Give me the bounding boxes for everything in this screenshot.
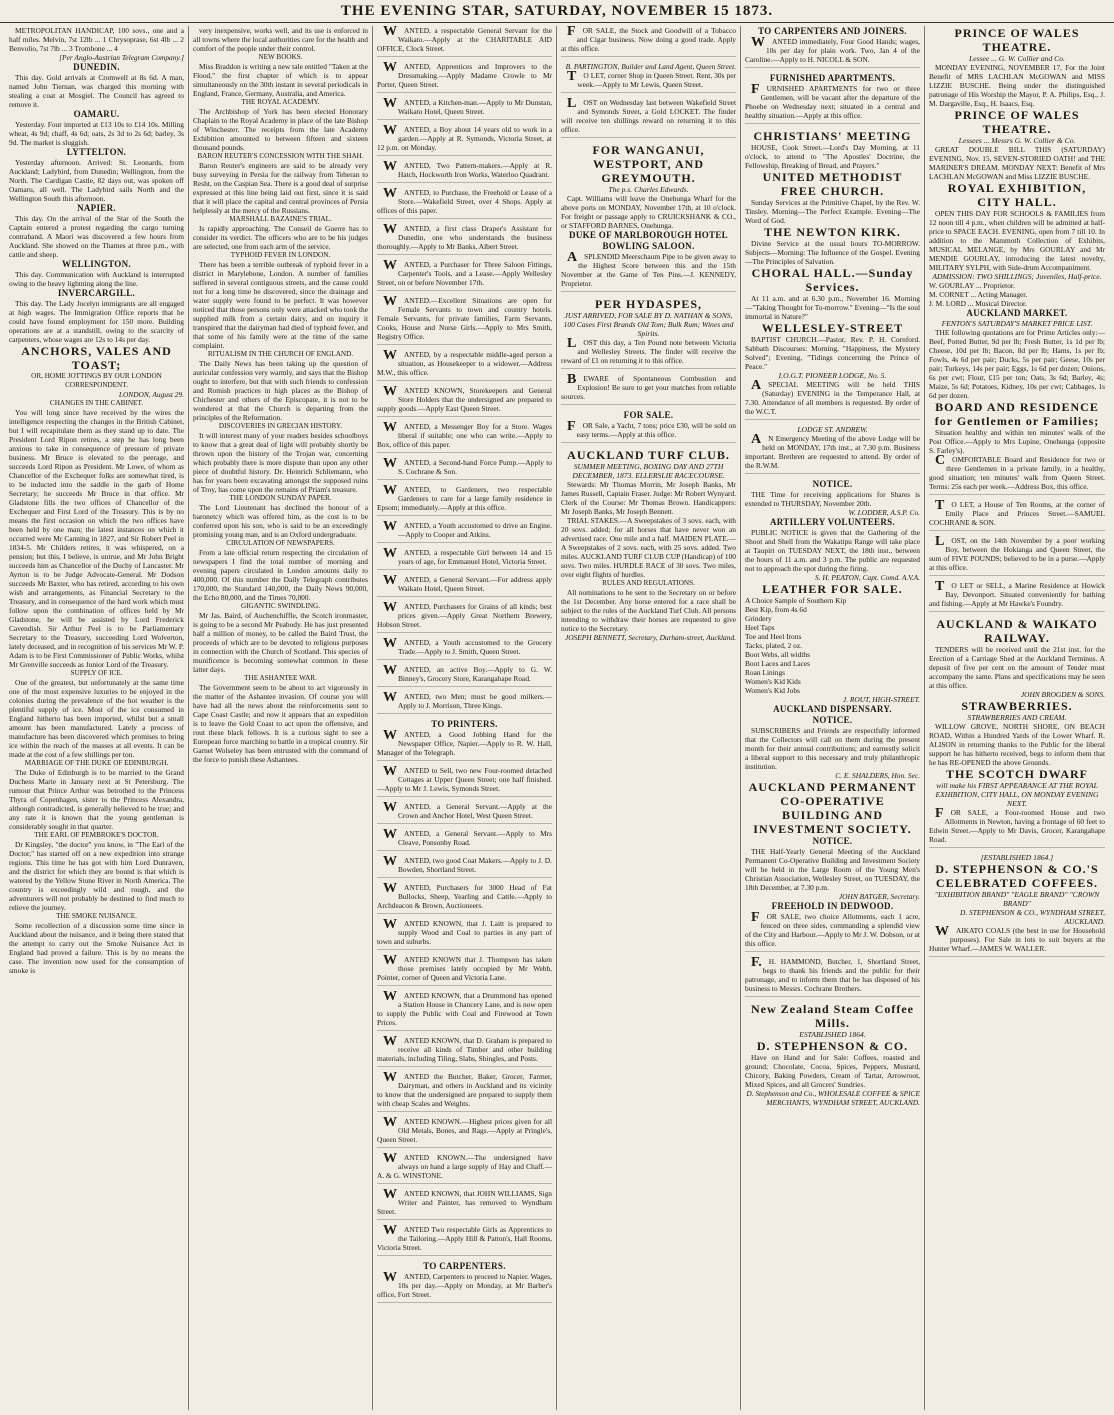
- list-item: J. M. LORD ... Musical Director.: [929, 299, 1027, 308]
- centered-line: The p.s. Charles Edwards.: [608, 185, 689, 194]
- paragraph: Yesterday afternoon. Arrived: St. Leonards, from Auckland; Ladybird, from Dunedin; Wellington, from the North. The Cardigan Castle, 82 days out, was spoken off Oamaru, all well. The Ladybird sails North and the Wellington South this afternoon.: [9, 158, 184, 203]
- advertisement: LOST on Wednesday last between Wakefield Street and Symonds Street, a Gold LOCKET. The finder will receive ten shillings reward on returning it to this office.: [561, 98, 736, 138]
- advertisement: WANTED KNOWN, that D. Graham is prepared to receive all kinds of Timber and other building materials, including Tiling, Slabs, Shingles, and Posts.: [377, 1036, 552, 1067]
- paragraph: TRIAL STAKES.—A Sweepstakes of 3 sovs. each, with 20 sovs. added; for all horses that have never won an advertised race. One mile and a half. MAIDEN PLATE.—A Sweepstakes of 2 sovs. each, with 25 sovs. added. Two miles. AUCKLAND TURF CLUB CUP (Handicap) of 100 sovs. Two miles. HURDLE RACE of 30 sovs. Two miles, over eight flights of hurdles.: [561, 516, 736, 579]
- advertisement: TO LET, a House of Ten Rooms, at the corner of Emily Place and Princes Street.—SAMUEL COCHRANE & SON.: [929, 500, 1105, 531]
- display-heading: D. STEPHENSON & CO.: [756, 1039, 909, 1053]
- advertisement: WANTED, a Messenger Boy for a Store. Wages liberal if suitable; one who can write.—Apply to Box, office of this paper.: [377, 422, 552, 453]
- advertisement: WANTED, Purchasers for 3000 Head of Fat Bullocks, Sheep, Yearling and Cattle.—Apply to Archdeacon & Brown, Auctioneers.: [377, 883, 552, 914]
- display-heading: AUCKLAND PERMANENT CO-OPERATIVE BUILDING AND INVESTMENT SOCIETY.: [748, 780, 917, 836]
- paragraph: Mr Jas. Baird, of Auchenchiffle, the Scotch ironmaster, is going to be a second Mr Peabody. He has just presented half a million of money, to be called the Baird Trust, the proceeds of which are to be devoted to religious purposes in connection with the Church of Scotland. This species of munificence is becoming somewhat common in these latter days.: [193, 611, 368, 674]
- paragraph: One of the greatest, but unfortunately at the same time one of the most expensive luxuries to be enjoyed in the colonies during the prevalence of the hot weather is the plentiful supply of ice. Most of the ice consumed in England hitherto has been imported, whilst but a small amount has been manufactured. Lately a process of manufacture has been discovered which promises to bring ice within the reach of the masses at all events. It can be made at the cost of a few shillings per ton.: [9, 678, 184, 759]
- paragraph: THE following quotations are for Prime Articles only:—Beef, Potted Butter, 9d per lb; Fresh Butter, 1s 1d per lb; Cheese, 10d per lb; Bacon, 8d per lb; Hams, 1s per lb; Fowls, 4s 6d per pair; Ducks, 5s per pair; Geese, 10s per pair; Turkeys, 14s per pair; Eggs, 1s 6d per dozen; Onions, 6s per cwt; Flour, £15 per ton; Oats, 3s 6d; Barley, 4s; Maize, 5s 6d; Potatoes, Kidney, 10s per cwt; Cabbages, 1s 6d per dozen.: [929, 328, 1105, 400]
- paragraph: You will long since have received by the wires the intelligence respecting the changes in the British Cabinet, but I will recapitulate them as they stand up to date. The President Lord Ripon retires, a step he has long been anxious to take in consequence of pressure of private business. Mr Bruce is elevated to the peerage, and succeeds Lord Ripon as President. Mr Lowe, of whom as Chancellor of the Exchequer folks are somewhat tired, is to be inducted into the saddle in the garb of Home Secretary; he succeeds Mr Bruce in that office. Mr Gladstone fills the two offices of Chancellor of the Exchequer and First Lord of the Treasury. This is by no means the first occasion on which the two offices have been held by one man; the latest instances on which it occurred were Mr Canning in 1827, and Sir Robert Peel in 1834-5. Mr Childers retires, it was whispered, on a pension; but this, I believe, is untrue, and Mr John Bright succeeds him as Chancellor of the Duchy of Lancaster. Mr Ayrton is to be Judge Advocate-General. Mr Dodson succeeds Mr Baxter, who has retired, according to his own wish and arrangements, as Financial Secretary to the Treasury, and in consequence of the hard work which must follow upon the combination of offices held by Mr Gladstone, he will be assisted by Lord Frederick Cavendish. Sir Arthur Peel is to be Parliamentary Secretary to the Treasury, succeeding Lord Wolverton, lately deceased, and in recognition of his services Mr W. P. Adam is to be First Commissioner of Public Works, whilst Mr Grenville succeeds as Junior Lord of the Treasury.: [9, 408, 184, 669]
- paragraph: OPEN THIS DAY FOR SCHOOLS & FAMILIES from 12 noon till 4 p.m., when children will be admitted at half-price to SPACE EACH. EVENING, open from 7 till 10. In addition to the Mammoth Collection of Exhibits, MUSICAL MELANGE, by Mrs GOURLAY and Mr MENDIE GOURLAY, introducing the latest novelty, MILITARY SYLPH, with Side-drum Accompaniment.: [929, 209, 1105, 272]
- paragraph: It will interest many of your readers besides schoolboys to know that a great deal of light will probably shortly be thrown upon the history of the Trojan war, concerning which probably there is more dispute than upon any other piece of doubtful history. Dr. Heinrich Schliemann, who has for years been excavating amongst the supposed ruins of Troy, has come upon the remains of Priam's treasure.: [193, 431, 368, 494]
- list-item: Tacks, plated, 2 oz.: [745, 641, 802, 650]
- display-heading: FOR WANGANUI, WESTPORT, AND GREYMOUTH.: [592, 143, 705, 185]
- display-heading: LEATHER FOR SALE.: [762, 582, 903, 596]
- advertisement: WANTED, a Kitchen-man.—Apply to Mr Dunstan, Waikato Hotel, Queen Street.: [377, 98, 552, 120]
- advertisement: WANTED immediately, Four Good Hands; wages, 10s per day for plain work. Two, Jan 4 of the Caroline.—Apply to H. NICOLL & SON.: [745, 37, 920, 68]
- section-heading: LYTTELTON.: [66, 147, 127, 157]
- subheading: THE LONDON SUNDAY PAPER.: [229, 494, 332, 502]
- column-4: [557, 26, 741, 1410]
- subheading: NEW BOOKS.: [258, 53, 303, 61]
- advertisement: TO LET, corner Shop in Queen Street. Rent, 30s per week.—Apply to Mr Lewis, Queen Street.: [561, 71, 736, 93]
- advertisement: WANTED, a respectable Girl between 14 and 15 years of age, for Emmanuel Hotel, Victoria Street.: [377, 548, 552, 570]
- section-heading: DUKE OF MARLBOROUGH HOTEL BOWLING SALOON.: [569, 230, 728, 251]
- list-item: Toe and Heel Irons: [745, 632, 802, 641]
- signature: JOHN BATGER, Secretary.: [838, 892, 920, 901]
- advertisement: WANTED KNOWN, that JOHN WILLIAMS, Sign Writer and Painter, has removed to Wyndham Street.: [377, 1189, 552, 1220]
- paragraph: Have on Hand and for Sale: Coffees, roasted and ground; Chocolate, Cocoa, Spices, Peppers, Mustard, Chicory, Baking Powders, Cream of Tartar, Arrowroot, Mixed Spices, and all Grocers' Sundries.: [745, 1053, 920, 1089]
- paragraph: PUBLIC NOTICE is given that the Gathering of the Shoot and Shell from the Wakatipu Range will take place at Taupiri on TUESDAY NEXT, the 18th inst., between the hours of 11 a.m. and 3 p.m. The public are requested not to approach the spot during the firing.: [745, 528, 920, 573]
- advertisement: WANTED, two Men; must be good milkers.—Apply to J. Morrison, Three Kings.: [377, 692, 552, 714]
- paragraph: From a late official return respecting the circulation of newspapers I find the total number of morning and evening papers circulated in London amounts daily to 400,000. Of this number the Daily Telegraph contributes 170,000, the Standard 140,000, the Daily News 90,000, the Echo 80,000, and the Times 70,000.: [193, 548, 368, 602]
- subheading: OR, HOME JOTTINGS BY OUR LONDON CORRESPONDENT.: [31, 372, 162, 389]
- list-item: Boot Laces and Laces: [745, 659, 811, 668]
- section-heading: DUNEDIN.: [73, 62, 120, 72]
- list-item: A Choice Sample of Southern Kip: [745, 596, 847, 605]
- subheading: MARSHALL BAZAINE'S TRIAL.: [229, 215, 332, 223]
- advertisement: WANTED, Apprentices and Improvers to the Dressmaking.—Apply Madame Crowle to Mr Porter, Queen Street.: [377, 62, 552, 93]
- list-item: Boot Webs, all widths: [745, 650, 810, 659]
- list-item: Heel Taps: [745, 623, 775, 632]
- advertisement: WANTED KNOWN, that J. Laitt is prepared to supply Wood and Coal to parties in any part of town and suburbs.: [377, 919, 552, 950]
- centered-line: ADMISSION: TWO SHILLINGS; Juveniles, Half-price.: [932, 272, 1102, 281]
- subheading: GIGANTIC SWINDLING.: [240, 602, 321, 610]
- advertisement: WANTED Two respectable Girls as Apprentices to the Tailoring.—Apply Hill & Patton's, Hall Rooms, Victoria Street.: [377, 1225, 552, 1256]
- display-heading: PRINCE OF WALES THEATRE.: [954, 108, 1080, 136]
- subheading: THE ASHANTEE WAR.: [244, 674, 317, 682]
- advertisement: WANTED KNOWN.—Highest prices given for all Old Metals, Bones, and Rags.—Apply at Pringle's, Queen Street.: [377, 1117, 552, 1148]
- display-heading: D. STEPHENSON & CO.'S CELEBRATED COFFEES.: [935, 862, 1099, 890]
- advertisement: WANTED, a respectable General Servant for the Waikato.—Apply at the CHARITABLE AID OFFICE, Clock Street.: [377, 26, 552, 57]
- page-title: THE EVENING STAR, SATURDAY, NOVEMBER 15 1873.: [340, 3, 774, 19]
- signature: JOHN BROGDEN & SONS.: [1020, 690, 1105, 699]
- advertisement: WANTED, to Purchase, the Freehold or Lease of a Store.—Wakefield Street, over 4 Shops. Apply at offices of this paper.: [377, 188, 552, 219]
- display-heading: PRINCE OF WALES THEATRE.: [954, 26, 1080, 54]
- paragraph: WILLOW GROVE, NORTH SHORE, ON BEACH ROAD, Within a Hundred Yards of the Lower Wharf. R. ALISON in returning thanks to the Public for the liberal support he has hitherto received, begs to inform them that he has RE-OPENED the above Grounds.: [929, 722, 1105, 767]
- section-heading: AUCKLAND MARKET.: [966, 308, 1068, 318]
- paragraph: The Archbishop of York has been elected Honorary Chaplain to the Royal Academy in place of the late Bishop of Winchester. The receipts from the late Academy Exhibition amounted to between fifteen and sixteen thousand pounds.: [193, 107, 368, 152]
- centered-line: Lessee ... G. W. Collier and Co.: [969, 54, 1065, 63]
- signature: S. H. PEATON, Capt. Comd. A.V.A.: [814, 573, 920, 582]
- centered-line: STRAWBERRIES AND CREAM.: [967, 713, 1067, 722]
- advertisement: WANTED, an active Boy.—Apply to G. W. Binney's, Grocery Store, Karangahape Road.: [377, 665, 552, 687]
- section-heading: NOTICE.: [812, 715, 853, 725]
- display-heading: CHRISTIANS' MEETING: [753, 129, 912, 143]
- advertisement: WANTED, to Gardeners, two respectable Gardeners to care for a large family residence in Epsom; immediately.—Apply at this office.: [377, 485, 552, 516]
- section-heading: INVERCARGILL.: [57, 288, 136, 298]
- paragraph: This day. The Lady Jocelyn immigrants are all engaged at high wages. The Immigration Office reports that he could have found employment for 150 more. Building operations are at a standstill, owing to the scarcity of carpenters, whose wages are 12s to 14s per day.: [9, 299, 184, 344]
- paragraph: BAPTIST CHURCH.—Pastor, Rev. P. H. Cornford. Sabbath Discourses: Morning, "Happiness, the Mystery Solved"; Evening, "Tidings concerning the Prince of Peace.": [745, 335, 920, 371]
- masthead: [0, 0, 1114, 23]
- centered-line: [ESTABLISHED 1864.]: [980, 853, 1054, 862]
- advertisement: WANTED, Purchasers for Grains of all kinds; best prices given.—Apply Great Northern Brewery, Hobson Street.: [377, 602, 552, 633]
- signature: LONDON, August 29.: [118, 390, 184, 399]
- price-list: [745, 596, 920, 695]
- advertisement: LOST, on the 14th November by a poor working Boy, between the Hokianga and Queen Street, the sum of FIVE POUNDS; believed to be in a purse.—Apply at this office.: [929, 536, 1105, 576]
- advertisement: WANTED, a General Servant.—Apply at the Crown and Anchor Hotel, West Queen Street.: [377, 802, 552, 824]
- section-heading: NOTICE.: [812, 479, 853, 489]
- subheading: CIRCULATION OF NEWSPAPERS.: [226, 539, 335, 547]
- paragraph: Some recollection of a discussion some time since in Auckland about the nuisance, and it being there stated that the attempt to carry out the Smoke Nuisance Act in England had proved a failure. This is by no means the case. The invention now used for the consumption of smoke is: [9, 921, 184, 975]
- section-heading: WELLINGTON.: [62, 259, 131, 269]
- centered-line: ESTABLISHED 1864.: [799, 1030, 866, 1039]
- advertisement: WANTED, a Second-hand Force Pump.—Apply to S. Cochrane & Son.: [377, 458, 552, 480]
- advertisement: LOST this day, a Ten Pound note between Victoria and Wellesley Streets. The finder will receive the reward of £1 on returning it to this office.: [561, 338, 736, 369]
- column-1: [5, 26, 189, 1410]
- signature: JOSEPH BENNETT, Secretary, Durham-street, Auckland.: [564, 633, 736, 642]
- advertisement: WANTED, by a respectable middle-aged person a situation, as Housekeeper to a widower.—Address M.W., this office.: [377, 350, 552, 381]
- signature: W. LODDER, A.S.P. Co.: [848, 508, 920, 517]
- subheading: THE SMOKE NUISANCE.: [56, 912, 137, 920]
- advertisement: WANTED KNOWN that J. Thompson has taken those premises lately occupied by Mr Webb, Pointer, corner of Queen and Victoria Lane.: [377, 955, 552, 986]
- section-heading: TO CARPENTERS AND JOINERS.: [758, 26, 907, 36]
- paragraph: At 11 a.m. and at 6.30 p.m., November 16. Morning—"Taking Thought for To-morrow." Evening—"Is the soul immortal in Nature?": [745, 294, 920, 321]
- advertisement: TO LET or SELL, a Marine Residence at Howick Bay, Devonport. Situated conveniently for bathing and fishing.—Apply at Mr Hawke's Foundry.: [929, 581, 1105, 612]
- advertisement: FOR Sale, a Yacht, 7 tons; price £30, will be sold on easy terms.—Apply at this office.: [561, 421, 736, 443]
- section-heading: TO CARPENTERS.: [423, 1261, 506, 1271]
- display-heading: PER HYDASPES,: [594, 297, 702, 311]
- subheading: SUPPLY OF ICE.: [70, 669, 123, 677]
- advertisement: BEWARE of Spontaneous Combustion and Explosion! Be sure to get your matches from reliable sources.: [561, 374, 736, 405]
- section-heading: FREEHOLD IN DEDWOOD.: [771, 901, 894, 911]
- list-item: Grindery: [745, 614, 772, 623]
- centered-line: I.O.G.T. PIONEER LODGE, No. 5.: [778, 371, 887, 380]
- advertisement: AN Emergency Meeting of the above Lodge will be held on MONDAY, 17th inst., at 7.30 p.m. Business important. Brethren are requested to attend. By order of the R.W.M.: [745, 434, 920, 474]
- display-heading: AUCKLAND & WAIKATO RAILWAY.: [936, 617, 1098, 645]
- section-heading: OAMARU.: [73, 109, 120, 119]
- centered-line: JUST ARRIVED, FOR SALE BY D. NATHAN & SONS, 100 Cases First Brands Old Tom; Bulk Rum; Wines and Spirits.: [563, 311, 734, 338]
- paragraph: This day. Gold arrivals at Cromwell at 8s 6d. A man, named John Tiernan, was charged this morning with stealing a coat at Mosgiel. The Council has agreed to remove it.: [9, 73, 184, 109]
- advertisement: WANTED the Butcher, Baker, Grocer, Farmer, Dairyman, and others in Auckland and its vicinity to know that the undersigned are prepared to supply them with cheap Scales and Weights.: [377, 1072, 552, 1112]
- advertisement: WANTED, a first class Draper's Assistant for Dunedin, one who understands the business thoroughly.—Apply to Mr Banks, Albert Street.: [377, 224, 552, 255]
- paragraph: TENDERS will be received until the 21st inst. for the Erection of a Carriage Shed at the Auckland Terminus. A deposit of five per cent on the amount of Tender must accompany the same. Plans and specifications may be seen at this office.: [929, 645, 1105, 690]
- signature: D. STEPHENSON & CO., WYNDHAM STREET, AUCKLAND.: [959, 908, 1105, 926]
- subheading: MARRIAGE OF THE DUKE OF EDINBURGH.: [24, 759, 169, 767]
- paragraph: Dr Kingsley, "the doctor" you know, in "The Earl of the Doctor," has started off on a new expedition into strange regions. This time he has got with him Lord Dunraven, and the district for which they are bound is that which is watered by the Yellow Stone River in North America. The country is exceedingly wild and rough, and the adventurers will not probably be destined to find much to relieve the journey.: [9, 840, 184, 912]
- centered-line: will make his FIRST APPEARANCE AT THE ROYAL EXHIBITION, CITY HALL, ON MONDAY EVENING NEXT.: [935, 781, 1099, 808]
- display-heading: ROYAL EXHIBITION, CITY HALL.: [947, 181, 1087, 209]
- centered-line: Lessees ... Messrs G. W. Collier & Co.: [958, 136, 1076, 145]
- paragraph: This day. Communication with Auckland is interrupted owing to the heavy lightning along the line.: [9, 270, 184, 288]
- paragraph: THE Time for receiving applications for Shares is extended to THURSDAY, November 20th.: [745, 490, 920, 508]
- display-heading: THE SCOTCH DWARF: [945, 767, 1089, 781]
- advertisement: FOR SALE, the Stock and Goodwill of a Tobacco and Cigar business. Now doing a good trade. Apply at this office.: [561, 26, 736, 57]
- advertisement: WANTED.—Excellent Situations are open for Female Servants to town and country hotels. Female Servants, for private families, Farm Servants, Cooks, House and Nurse Girls.—Apply to Mrs Smith, Registry Office.: [377, 296, 552, 345]
- column-6: [925, 26, 1109, 1410]
- advertisement: FURNISHED APARTMENTS for two or three Gentlemen, will be vacant after the departure of the Phoebe on Wednesday next; situated in a central and healthy situation.—Apply at this office.: [745, 84, 920, 124]
- paragraph: Yesterday. Four imported at £13 10s to £14 10s. Milling wheat, 4s 9d; chaff, 4s 6d; oats, 2s 3d to 2s 6d; barley, 3s 9d. The market is sluggish.: [9, 120, 184, 147]
- advertisement: WANTED, two good Coat Makers.—Apply to J. D. Bowden, Shortland Street.: [377, 856, 552, 878]
- advertisement: WANTED, a Boy about 14 years old to work in a garden.—Apply at R. Symonds, Victoria Street, at 12 p.m. on Monday.: [377, 125, 552, 156]
- display-heading: New Zealand Steam Coffee Mills.: [751, 1002, 914, 1030]
- advertisement: F.H. HAMMOND, Butcher, 1, Shortland Street, begs to thank his friends and the public for their patronage, and to inform them that he has disposed of his business to Messrs. Cochrane Brothers.: [745, 957, 920, 997]
- display-heading: AUCKLAND TURF CLUB.: [567, 448, 730, 462]
- subheading: RULES AND REGULATIONS.: [602, 579, 695, 587]
- advertisement: ASPLENDID Meerschaum Pipe to be given away to the Highest Score between this and the 15th November at the Game of Ten Pins.—J. KENNEDY, Proprietor.: [561, 252, 736, 292]
- paragraph: This day. On the arrival of the Star of the South the Captain entered a protest regarding the cargo turning contraband. A Maori was discovered a few hours from Auckland. She showed on the Thames at three p.m., with cattle and sheep.: [9, 214, 184, 259]
- centered-line: FENTON'S SATURDAY'S MARKET PRICE LIST.: [941, 319, 1093, 328]
- column-5: [741, 26, 925, 1410]
- subheading: THE EARL OF PEMBROKE'S DOCTOR.: [34, 831, 159, 839]
- section-heading: ARTILLERY VOLUNTEERS.: [769, 517, 896, 527]
- signature: [Per Anglo-Austrian Telegram Company.]: [59, 53, 184, 62]
- paragraph: The Lord Lieutenant has declined the honour of a baronetcy which was offered him, as the cost is to be conferred upon his son, who is said to be an exceedingly promising young man, and is an Oxford undergraduate.: [193, 503, 368, 539]
- paragraph: MONDAY EVENING, NOVEMBER 17, For the Joint Benefit of MRS LACHLAN McGOWAN and MISS LIZZIE BUSCHE. Being under the distinguished patronage of His Worship the Mayor, P. A. Philips, Esq., J. M. Dargaville, Esq., H. Isaacs, Esq.: [929, 63, 1105, 108]
- advertisement: WANTED, a General Servant.—For address apply Waikato Hotel, Queen Street.: [377, 575, 552, 597]
- column-2: [189, 26, 373, 1410]
- list-item: M. CORNET ... Acting Manager.: [929, 290, 1028, 299]
- display-heading: THE NEWTON KIRK.: [764, 225, 901, 239]
- paragraph: Is rapidly approaching. The Conseil de Guerre has to consider its verdict. The officers who are to be his judges are selected, one from each arm of the service.: [193, 224, 368, 251]
- paragraph: Capt. Williams will leave the Onehunga Wharf for the above ports on MONDAY, November 17th, at 10 o'clock. For freight or passage apply to CRUICKSHANK & CO., or STAFFORD BARNES, Onehunga.: [561, 194, 736, 230]
- advertisement: WANTED, a Good Jobbing Hand for the Newspaper Office, Napier.—Apply to R. W. Hall, Manager of the Telegraph.: [377, 730, 552, 761]
- paragraph: The Government seem to be about to act vigorously in the matter of the Ashantee invasion. Of course you will have had all the news about the reinforcements sent to Cape Coast Castle; and now it appears that an expedition is to leave the Gold Coast to act upon the offensive, and rout these black fellows. It is a curious sight to see a European force marching to battle in a tropical country. Sir Garnet Wolseley has been entrusted with the command of the force to punish these Ashantees.: [193, 683, 368, 764]
- section-heading: FURNISHED APARTMENTS.: [769, 73, 896, 83]
- display-heading: CHORAL HALL.—Sunday Services.: [751, 266, 914, 294]
- subheading: THE ROYAL ACADEMY.: [241, 98, 320, 106]
- display-heading: WELLESLEY-STREET: [761, 321, 904, 335]
- paragraph: The Duke of Edinburgh is to be married to the Grand Duchess Marie in January next at St Petersburg. The rumour that Prince Arthur was betrothed to the Princess Thyra of Copenhagen, sister to the Princess Alexandra, although contradicted, is generally believed to be true; and any rate it is known that the young gentleman is considerably sought in that quarter.: [9, 768, 184, 831]
- advertisement: WANTED KNOWN, Storekeepers and General Store Holders that the undersigned are prepared to supply goods.—Apply East Queen Street.: [377, 386, 552, 417]
- advertisement: WANTED KNOWN, that a Drummond has opened a Station House in Chancery Lane, and is now open to supply the Public with Coal and Firewood at Town Prices.: [377, 991, 552, 1031]
- advertisement: WANTED, a Youth accustomed to drive an Engine.—Apply to Cooper and Atkins.: [377, 521, 552, 543]
- paragraph: HOUSE, Cook Street.—Lord's Day Morning, at 11 o'clock, to attend to "The Apostles' Doctrine, the Fellowship, Breaking of Bread, and Prayers.": [745, 143, 920, 170]
- advertisement: WANTED to Sell, two new Four-roomed detached Cottages at Upper Queen Street; one half finished.—Apply to Mr J. Lewis, Symonds Street.: [377, 766, 552, 797]
- signature: J. ROUT, HIGH-STREET.: [842, 695, 920, 704]
- columns: [5, 26, 1109, 1410]
- advertisement: ASPECIAL MEETING will be held THIS (Saturday) EVENING in the Temperance Hall, at 7.30. Attendance of all members is requested. By order of the W.C.T.: [745, 380, 920, 420]
- paragraph: Stewards: Mr Thomas Morrin, Mr Joseph Banks, Mr James Russell, Captain Fraser. Judge: Mr Robert Wynyard. Clerk of the Course: Mr Thomas Brown. Handicappers: Mr Joseph Banks, Mr Joseph Bennett.: [561, 480, 736, 516]
- subheading: RITUALISM IN THE CHURCH OF ENGLAND.: [207, 350, 354, 358]
- paragraph: Divine Service at the usual hours TO-MORROW. Subjects—Morning: The Influence of the Gospel. Evening—The Principles of Salvation.: [745, 239, 920, 266]
- paragraph: Miss Braddon is writing a new tale entitled "Taken at the Flood," the first chapter of which is to appear simultaneously on the 30th instant in several periodicals in England, France, Germany, Australia, and America.: [193, 62, 368, 98]
- list-item: Best Kip, from 4s 6d: [745, 605, 807, 614]
- advertisement: WAIKATO COALS (the best in use for Household purposes). For Sale in lots to suit buyers at the Hunter Wharf.—JAMES W. WALLER.: [929, 926, 1105, 957]
- display-heading: BOARD AND RESIDENCE for Gentlemen or Families;: [934, 400, 1100, 428]
- paragraph: GREAT DOUBLE BILL THIS (SATURDAY) EVENING, Nov. 15, SEVEN-STORIED OATH! and THE MARINER'S DREAM. MONDAY NEXT: Benefit of Mrs LACHLAN McGOWAN and Miss LIZZIE BUSCHE.: [929, 145, 1105, 181]
- section-heading: NOTICE.: [812, 836, 853, 846]
- advertisement: FOR SALE, a Four-roomed House and two Allotments in Newton, having a frontage of 60 feet to Edwin Street.—Apply to Mr Davis, Grocer, Karangahape Road.: [929, 808, 1105, 848]
- advertisement: WANTED, a Purchaser for Three Saloon Fittings, Carpenter's Tools, and a Lease.—Apply Wellesley Street, on or before November 17th.: [377, 260, 552, 291]
- advertisement: WANTED, a Youth accustomed to the Grocery Trade.—Apply to J. Smith, Queen Street.: [377, 638, 552, 660]
- display-heading: ANCHORS, VALES AND TOAST;: [21, 344, 172, 372]
- subheading: BARON REUTER'S CONCESSION WITH THE SHAH.: [197, 152, 364, 160]
- paragraph: There has been a terrible outbreak of typhoid fever in a district in Marylebone, London. A number of families suffered in several contiguous streets, and the cause could not for a long time be discovered, since the drainage and water supply were found to be perfect. It was however noticed that those persons only were attacked who took the supplied milk from a certain dairy, and on inquiry it transpired that the dairyman had died of typhoid fever, and that some of his family were at the time of the same complaint.: [193, 260, 368, 350]
- signature: B. PARTINGTON, Builder and Land Agent, Queen Street.: [565, 62, 736, 71]
- advertisement: FOR SALE, two choice Allotments, each 1 acre, fenced on three sides, commanding a splendid view of the City and Harbour.—Apply to Mr J. W. Dobson, or at this office.: [745, 912, 920, 952]
- section-heading: TO PRINTERS.: [431, 719, 498, 729]
- paragraph: THE Half-Yearly General Meeting of the Auckland Permanent Co-Operative Building and Investment Society will be held in the Large Room of the Young Men's Christian Association, Wellesley Street, on TUESDAY, the 18th December, at 7.30 p.m.: [745, 847, 920, 892]
- column-3: [373, 26, 557, 1410]
- paragraph: The Daily News has been taking up the question of auricular confession very warmly, and says that the Bishop ought to interfere, but that with such friends to confession and Romish practices in high places as the Bishop of Chichester and others of the Episcopate, it is not to be wondered at that the Church is departing from the principles of the Reformation.: [193, 359, 368, 422]
- paragraph: Baron Reuter's engineers are said to be already very busy surveying in Persia for the railway from Teheran to Resht, on the Caspian Sea. There is a good deal of surprise expressed at this line being laid out first, since it is said that it will place the capital and central provinces of Persia helplessly at the mercy of the Russians.: [193, 161, 368, 215]
- centered-line: "EXHIBITION BRAND" "EAGLE BRAND" "CROWN BRAND": [934, 890, 1100, 908]
- list-item: W. GOURLAY ... Proprietor.: [929, 281, 1015, 290]
- centered-line: SUMMER MEETING, BOXING DAY AND 27TH DECEMBER, 1873. ELLERSLIE RACECOURSE.: [572, 462, 725, 480]
- display-heading: UNITED METHODIST FREE CHURCH.: [762, 170, 903, 198]
- price-list: [929, 281, 1105, 308]
- list-item: Roan Linings: [745, 668, 786, 677]
- section-heading: FOR SALE.: [623, 410, 674, 420]
- list-item: Women's Kid Kids: [745, 677, 801, 686]
- paragraph: Situation healthy and within ten minutes' walk of the Post Office.—Apply to Mrs Lupine, Onehunga (opposite S. Farley's).: [929, 428, 1105, 455]
- centered-line: LODGE ST. ANDREW.: [797, 425, 868, 434]
- advertisement: COMFORTABLE Board and Residence for two or three Gentlemen in a private family, in a healthy, good situation; ten minutes' walk from Queen Street. Terms: 25s each per week.—Address Box, this office.: [929, 455, 1105, 495]
- section-heading: AUCKLAND DISPENSARY.: [773, 704, 892, 714]
- advertisement: WANTED, Carpenters to proceed to Napier. Wages, 10s per day.—Apply on Monday, at Mr Barber's office, Fort Street.: [377, 1272, 552, 1303]
- paragraph: METROPOLITAN HANDICAP, 100 sovs., one and a half miles. Melvin, 7st 12lb ... 1 Chrysoprase, 6st 4lb ... 2 Benvolio, 7st 7lb ... 3 Trombone ... 4: [9, 26, 184, 53]
- paragraph: Sunday Services at the Primitive Chapel, by the Rev. W. Tinsley. Morning—The Perfect Example. Evening—The Word of God.: [745, 198, 920, 225]
- advertisement: WANTED KNOWN.—The undersigned have always on hand a large supply of Hay and Chaff.—A. & G. WINSTONE.: [377, 1153, 552, 1184]
- subheading: TYPHOID FEVER IN LONDON.: [230, 251, 331, 259]
- list-item: Women's Kid Jobs: [745, 686, 800, 695]
- signature: C. E. SHALDERS, Hon. Sec.: [835, 771, 920, 780]
- subheading: CHANGES IN THE CABINET.: [49, 399, 144, 407]
- section-heading: NAPIER.: [77, 203, 116, 213]
- paragraph: SUBSCRIBERS and Friends are respectfully informed that the Collectors will call on them during the present month for their annual contributions; and earnestly solicit a liberal support to this necessary and truly philanthropic institution.: [745, 726, 920, 771]
- advertisement: WANTED, Two Pattern-makers.—Apply at R. Hatch, Hockworth Iron Works, Waterloo Quadrant.: [377, 161, 552, 183]
- signature: D. Stephenson and Co., WHOLESALE COFFEE & SPICE MERCHANTS, WYNDHAM STREET, AUCKLAND.: [746, 1089, 920, 1107]
- paragraph: All nominations to be sent to the Secretary on or before the 1st December. Any horse entered for a race shall be subject to the rules of the Auckland Turf Club. All persons intending to withdraw their horses are requested to give notice to the Secretary.: [561, 588, 736, 633]
- subheading: DISCOVERIES IN GRECIAN HISTORY.: [218, 422, 343, 430]
- paragraph: very inexpensive, works well, and its use is enforced in all towns where the local authorities care for the health and comfort of the people under their control.: [193, 26, 368, 53]
- advertisement: WANTED, a General Servant.—Apply to Mrs Cleave, Ponsonby Road.: [377, 829, 552, 851]
- display-heading: STRAWBERRIES.: [961, 699, 1073, 713]
